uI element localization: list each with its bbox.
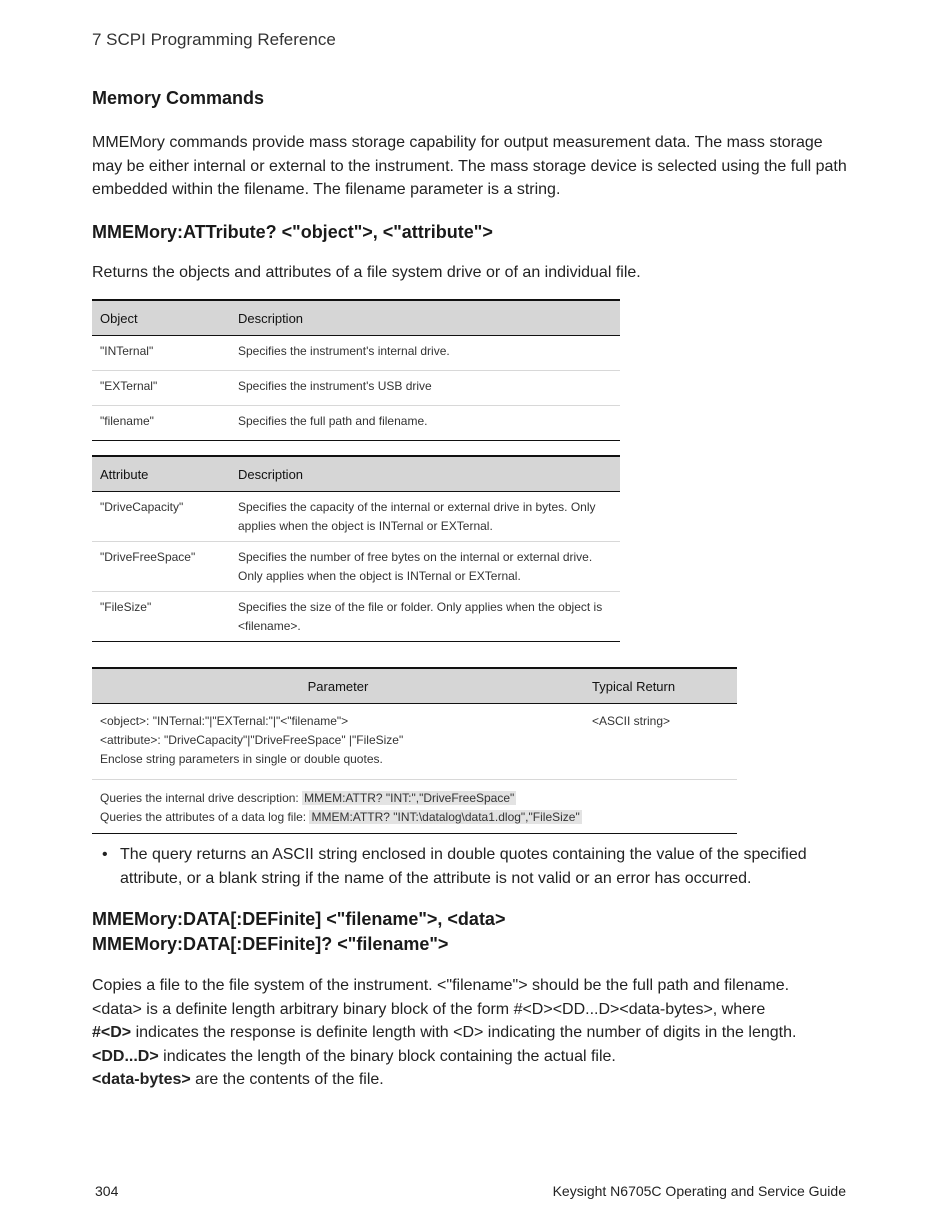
section-title: Memory Commands	[92, 88, 265, 108]
attribute-command-heading: MMEMory:ATTribute? <"object">, <"attribute">	[92, 222, 493, 242]
data-command-query: MMEMory:DATA[:DEFinite]? <"filename">	[92, 934, 449, 954]
bullet-icon: •	[102, 846, 108, 863]
table-row	[92, 592, 620, 642]
term-definition: are the contents of the file.	[190, 1071, 384, 1088]
attribute-description: Specifies the size of the file or folder. Only applies when the object is <filename>.	[230, 592, 620, 642]
attribute-name: "FileSize"	[92, 592, 230, 642]
table-row	[92, 336, 620, 371]
term: <data-bytes>	[92, 1071, 191, 1088]
table-row	[92, 406, 620, 441]
example-code: MMEM:ATTR? "INT:\datalog\data1.dlog","FileSize"	[311, 810, 580, 824]
object-description: Specifies the instrument's USB drive	[230, 371, 620, 406]
parameter-table	[92, 667, 737, 834]
attribute-command-description: Returns the objects and attributes of a file system drive or of an individual file.	[92, 264, 641, 281]
description-line	[92, 1068, 862, 1092]
description-line: <data> is a definite length arbitrary binary block of the form #<D><DD...D><data-bytes>, where	[92, 1000, 766, 1018]
table-row	[92, 492, 620, 542]
attribute-name: "DriveFreeSpace"	[92, 542, 230, 592]
parameter-note: Enclose string parameters in single or double quotes.	[100, 752, 383, 766]
object-name: "EXTernal"	[92, 371, 230, 406]
object-table	[92, 299, 620, 441]
attribute-table-header	[92, 456, 620, 492]
term-definition: indicates the length of the binary block containing the actual file.	[158, 1047, 616, 1065]
parameter-table-header	[92, 668, 737, 704]
example-label: Queries the internal drive description:	[100, 791, 303, 805]
typical-return-column-header: Typical Return	[584, 668, 737, 704]
examples-cell	[92, 780, 737, 834]
example-label: Queries the attributes of a data log file:	[100, 810, 310, 824]
intro-paragraph: MMEMory commands provide mass storage capability for output measurement data. The mass storage may be either internal or external to the instrument. The mass storage device is selected using the full path embedded within the filename. The filename parameter is a string.	[92, 134, 847, 198]
data-command-heading	[92, 907, 505, 957]
object-name: "INTernal"	[92, 336, 230, 371]
term-definition: indicates the response is definite length with <D> indicating the number of digits in the length.	[131, 1024, 797, 1041]
example-line	[100, 808, 729, 827]
term: <DD...D>	[92, 1047, 159, 1065]
table-row	[92, 780, 737, 834]
remarks-list	[92, 843, 852, 890]
example-line	[100, 789, 729, 808]
list-item	[92, 843, 852, 890]
data-command-description	[92, 974, 862, 1092]
table-row	[92, 704, 737, 780]
typical-return-cell: <ASCII string>	[584, 704, 737, 780]
page-number: 304	[95, 1183, 119, 1199]
attribute-parameter-line: <attribute>: "DriveCapacity"|"DriveFreeSpace" |"FileSize"	[100, 733, 404, 747]
parameter-column-header: Parameter	[92, 668, 584, 704]
object-description: Specifies the instrument's internal drive.	[230, 336, 620, 371]
table-row	[92, 542, 620, 592]
description-line: Copies a file to the file system of the instrument. <"filename"> should be the full path and filename.	[92, 977, 790, 994]
description-column-header: Description	[230, 300, 620, 336]
attribute-description: Specifies the number of free bytes on the internal or external drive. Only applies when the object is INTernal or EXTernal.	[230, 542, 620, 592]
description-column-header: Description	[230, 456, 620, 492]
document-title: Keysight N6705C Operating and Service Guide	[552, 1183, 846, 1199]
attribute-name: "DriveCapacity"	[92, 492, 230, 542]
object-table-header	[92, 300, 620, 336]
object-column-header: Object	[92, 300, 230, 336]
attribute-column-header: Attribute	[92, 456, 230, 492]
data-command-set: MMEMory:DATA[:DEFinite] <"filename">, <data>	[92, 909, 506, 929]
remark-text: The query returns an ASCII string enclosed in double quotes containing the value of the specified attribute, or a blank string if the name of the attribute is not valid or an error has occurred.	[120, 846, 807, 887]
example-code: MMEM:ATTR? "INT:","DriveFreeSpace"	[304, 791, 515, 805]
object-parameter-line: <object>: "INTernal:"|"EXTernal:"|"<"filename">	[100, 714, 349, 728]
attribute-description: Specifies the capacity of the internal or external drive in bytes. Only applies when the object is INTernal or EXTernal.	[230, 492, 620, 542]
running-head: 7 SCPI Programming Reference	[92, 30, 336, 49]
object-description: Specifies the full path and filename.	[230, 406, 620, 441]
description-line	[92, 1045, 862, 1069]
object-name: "filename"	[92, 406, 230, 441]
parameter-cell	[92, 704, 584, 780]
term: #<D>	[92, 1024, 132, 1041]
attribute-table	[92, 455, 620, 642]
table-row	[92, 371, 620, 406]
description-line	[92, 1021, 862, 1045]
